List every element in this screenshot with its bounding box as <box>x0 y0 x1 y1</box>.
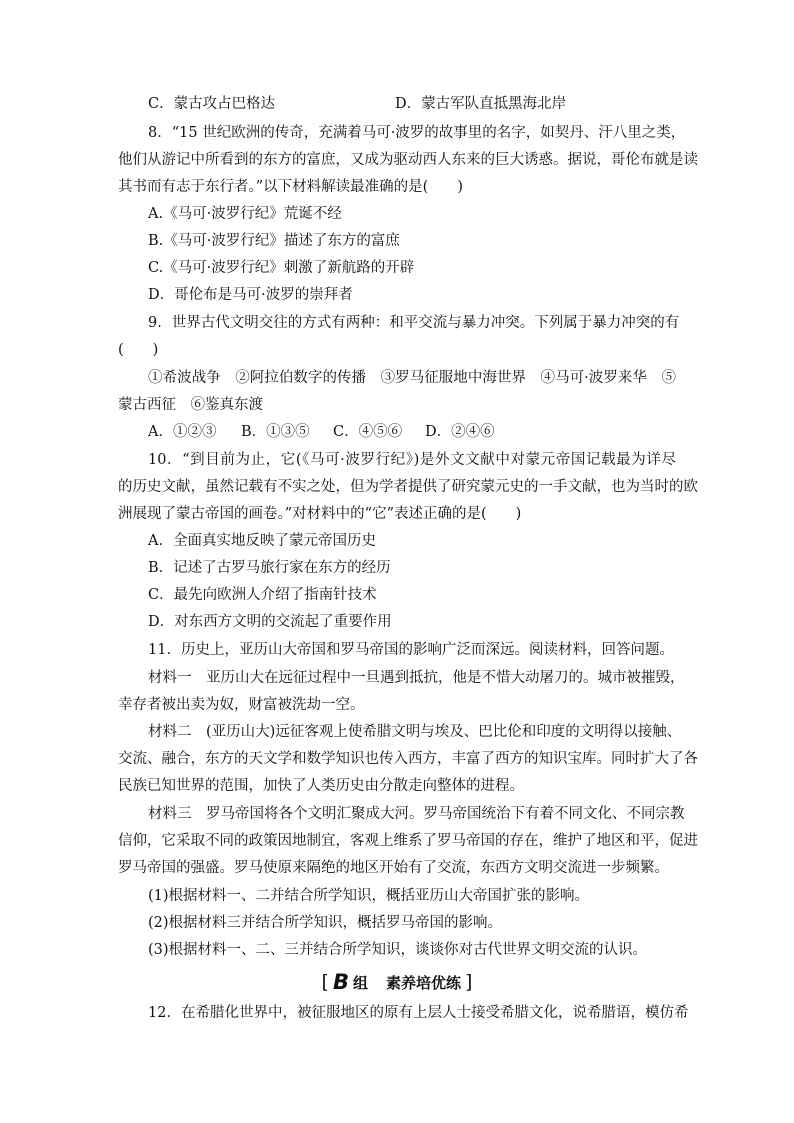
heading-bracket-open: [ <box>321 971 329 993</box>
q8-option-b: B.《马可·波罗行纪》描述了东方的富庶 <box>148 233 400 249</box>
q8-option-d: D．哥伦布是马可·波罗的崇拜者 <box>148 287 353 303</box>
q8-stem-line2: 他们从游记中所看到的东方的富庶，又成为驱动西人东来的巨大诱惑。据说，哥伦布就是读 <box>118 152 698 168</box>
q11-stem: 11．历史上，亚历山大帝国和罗马帝国的影响广泛而深远。阅读材料，回答问题。 <box>148 642 674 658</box>
q8-option-a: A.《马可·波罗行纪》荒诞不经 <box>148 206 342 222</box>
q11-material3-line2: 信仰，它采取不同的政策因地制宜，客观上维系了罗马帝国的存在，维护了地区和平，促进 <box>118 833 698 849</box>
q10-option-a: A．全面真实地反映了蒙元帝国历史 <box>148 533 376 549</box>
section-heading <box>0 970 794 994</box>
q9-option-d: D．②④⑥ <box>425 424 495 440</box>
q11-material2-line3: 民族已知世界的范围，加快了人类历史由分散走向整体的进程。 <box>118 778 524 794</box>
q12-stem-line1: 12．在希腊化世界中，被征服地区的原有上层人士接受希腊文化，说希腊语，模仿希 <box>148 1005 689 1021</box>
heading-group-label: 组 <box>352 973 368 992</box>
q8-stem-line1: 8．“15 世纪欧洲的传奇，充满着马可·波罗的故事里的名字，如契丹、汗八里之类， <box>148 125 686 141</box>
q10-option-c: C．最先向欧洲人介绍了指南针技术 <box>148 587 377 603</box>
q9-items-line1: ①希波战争 ②阿拉伯数字的传播 ③罗马征服地中海世界 ④马可·波罗来华 ⑤ <box>148 370 676 386</box>
q9-stem-line2: ( ) <box>118 342 159 358</box>
heading-bracket-close: ] <box>465 971 473 993</box>
q9-items-line2: 蒙古西征 ⑥鉴真东渡 <box>118 397 263 413</box>
q11-material1-line2: 幸存者被出卖为奴，财富被洗劫一空。 <box>118 697 365 713</box>
q11-subquestion-1: (1)根据材料一、二并结合所学知识，概括亚历山大帝国扩张的影响。 <box>148 888 590 904</box>
q10-stem-line1: 10．“到目前为止，它(《马可·波罗行纪》)是外文文献中对蒙元帝国记载最为详尽 <box>148 452 676 468</box>
q11-material3-line3: 罗马帝国的强盛。罗马使原来隔绝的地区开始有了交流，东西方文明交流进一步频繁。 <box>118 860 669 876</box>
q7-option-c: C．蒙古攻占巴格达 <box>148 96 276 112</box>
q10-stem-line2: 的历史文献，虽然记载有不实之处，但为学者提供了研究蒙元史的一手文献，也为当时的欧 <box>118 479 698 495</box>
heading-group-letter: B <box>332 970 349 994</box>
q11-material3-line1: 材料三 罗马帝国将各个文明汇聚成大河。罗马帝国统治下有着不同文化、不同宗教 <box>148 806 685 822</box>
q11-material2-line1: 材料二 (亚历山大)远征客观上使希腊文明与埃及、巴比伦和印度的文明得以接触、 <box>148 724 682 740</box>
q11-material2-line2: 交流、融合，东方的天文学和数学知识也传入西方，丰富了西方的知识宝库。同时扩大了各 <box>118 751 698 767</box>
heading-title: 素养培优练 <box>386 973 462 992</box>
q9-stem-line1: 9．世界古代文明交往的方式有两种：和平交流与暴力冲突。下列属于暴力冲突的有 <box>148 315 680 331</box>
q7-option-d: D．蒙古军队直抵黑海北岸 <box>395 96 567 112</box>
q8-stem-line3: 其书而有志于东行者。”以下材料解读最准确的是( ) <box>118 179 463 195</box>
q10-option-b: B．记述了古罗马旅行家在东方的经历 <box>148 560 391 576</box>
q11-subquestion-3: (3)根据材料一、二、三并结合所学知识，谈谈你对古代世界文明交流的认识。 <box>148 942 648 958</box>
q11-subquestion-2: (2)根据材料三并结合所学知识，概括罗马帝国的影响。 <box>148 915 503 931</box>
q9-option-b: B．①③⑤ <box>241 424 310 440</box>
q9-option-c: C．④⑤⑥ <box>333 424 403 440</box>
q10-stem-line3: 洲展现了蒙古帝国的画卷。”对材料中的“它”表述正确的是( ) <box>118 506 522 522</box>
q10-option-d: D．对东西方文明的交流起了重要作用 <box>148 614 392 630</box>
q8-option-c: C.《马可·波罗行纪》刺激了新航路的开辟 <box>148 260 415 276</box>
q9-option-a: A．①②③ <box>148 424 217 440</box>
q11-material1-line1: 材料一 亚历山大在远征过程中一旦遇到抵抗，他是不惜大动屠刀的。城市被摧毁， <box>148 670 685 686</box>
